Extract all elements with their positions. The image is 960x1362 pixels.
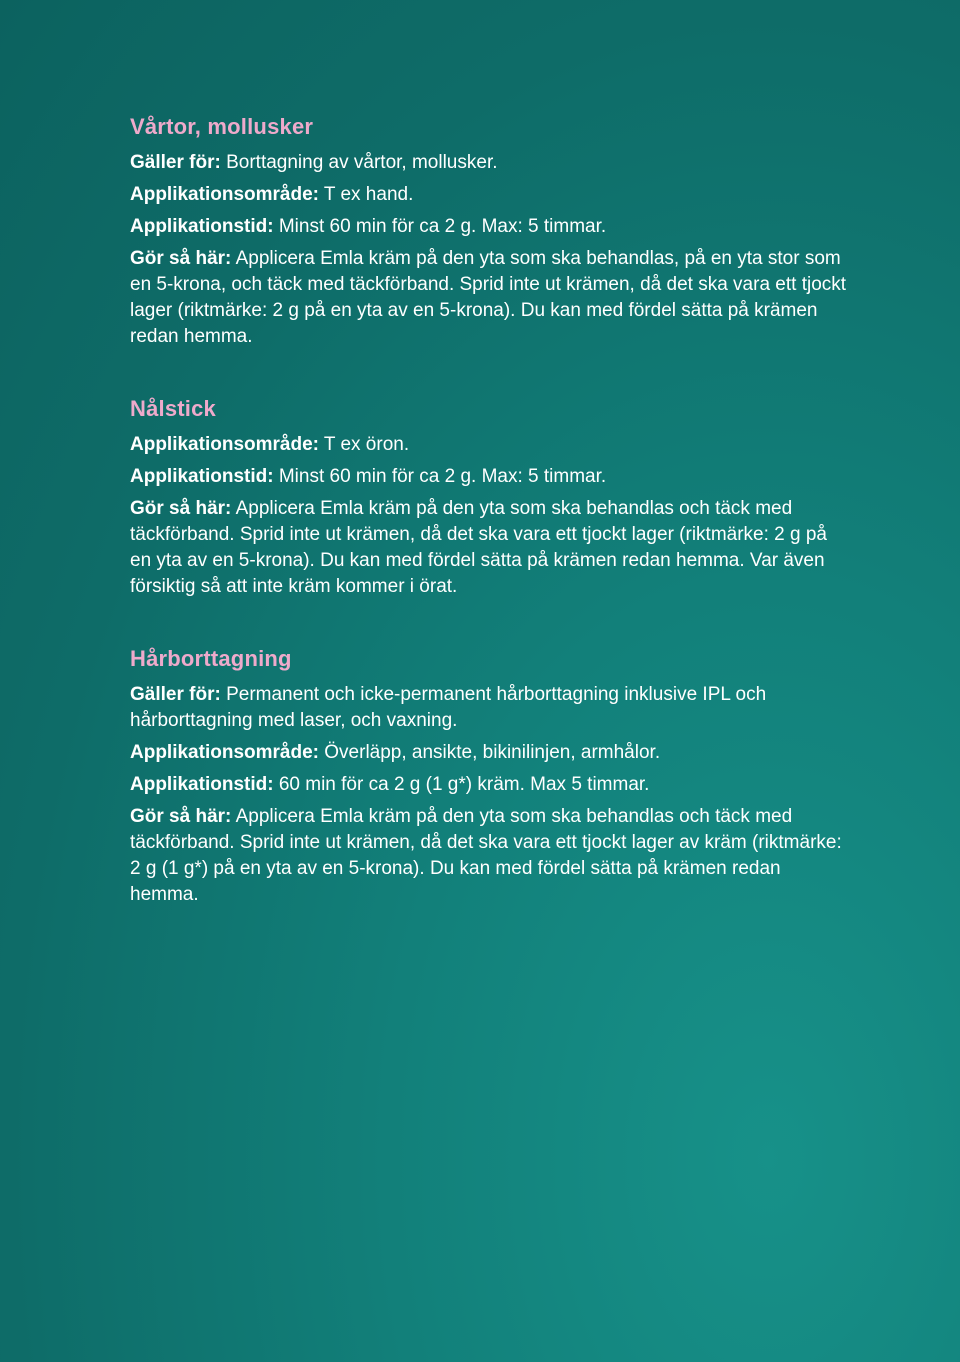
row-text: Applicera Emla kräm på den yta som ska behandlas och täck med täckförband. Sprid inte ut krämen, då det ska vara ett tjockt lager (riktmärke: 2 g på en yta av en 5-krona). Du kan med fördel sätta på krämen redan hemma. Var även försiktig så att inte kräm kommer i örat. [130, 498, 827, 597]
row-text: Överläpp, ansikte, bikinilinjen, armhålor. [324, 742, 661, 763]
row-text: Borttagning av vårtor, mollusker. [226, 152, 498, 173]
row-label: Gör så här: [130, 498, 232, 519]
row-label: Applikationstid: [130, 466, 274, 487]
row-label: Applikationsområde: [130, 742, 319, 763]
section-title: Hårborttagning [130, 646, 292, 671]
row-text: Applicera Emla kräm på den yta som ska behandlas, på en yta stor som en 5-krona, och täck med täckförband. Sprid inte ut krämen, då det ska vara ett tjockt lager (riktmärke: 2 g på en yta av en 5-krona). Du kan med fördel sätta på krämen redan hemma. [130, 248, 847, 347]
content-area [130, 112, 850, 952]
row-label: Applikationsområde: [130, 434, 319, 455]
row-label: Gäller för: [130, 684, 221, 705]
row-text: Permanent och icke-permanent hårborttagning inklusive IPL och hårborttagning med laser, och vaxning. [130, 684, 767, 731]
row-text: T ex hand. [323, 184, 414, 205]
section-title: Vårtor, mollusker [130, 114, 314, 139]
section-nalstick [130, 394, 850, 600]
row-label: Gör så här: [130, 806, 232, 827]
row-text: Applicera Emla kräm på den yta som ska behandlas och täck med täckförband. Sprid inte ut krämen, då det ska vara ett tjockt lager av kräm (riktmärke: 2 g (1 g*) på en yta av en 5-krona). Du kan med fördel sätta på krämen redan hemma. [130, 806, 842, 905]
info-row [130, 496, 850, 600]
info-row [130, 246, 850, 350]
section-harborttagning [130, 644, 850, 908]
info-row [130, 182, 850, 208]
row-label: Applikationsområde: [130, 184, 319, 205]
section-vartor [130, 112, 850, 350]
info-row [130, 464, 850, 490]
row-text: Minst 60 min för ca 2 g. Max: 5 timmar. [278, 216, 607, 237]
row-text: 60 min för ca 2 g (1 g*) kräm. Max 5 timmar. [278, 774, 650, 795]
info-row [130, 740, 850, 766]
info-row [130, 772, 850, 798]
row-label: Gör så här: [130, 248, 232, 269]
row-text: Minst 60 min för ca 2 g. Max: 5 timmar. [278, 466, 607, 487]
section-title: Nålstick [130, 396, 216, 421]
info-row [130, 214, 850, 240]
row-label: Applikationstid: [130, 774, 274, 795]
info-row [130, 432, 850, 458]
info-row [130, 150, 850, 176]
row-label: Gäller för: [130, 152, 221, 173]
row-text: T ex öron. [323, 434, 410, 455]
info-row [130, 804, 850, 908]
info-row [130, 682, 850, 734]
row-label: Applikationstid: [130, 216, 274, 237]
